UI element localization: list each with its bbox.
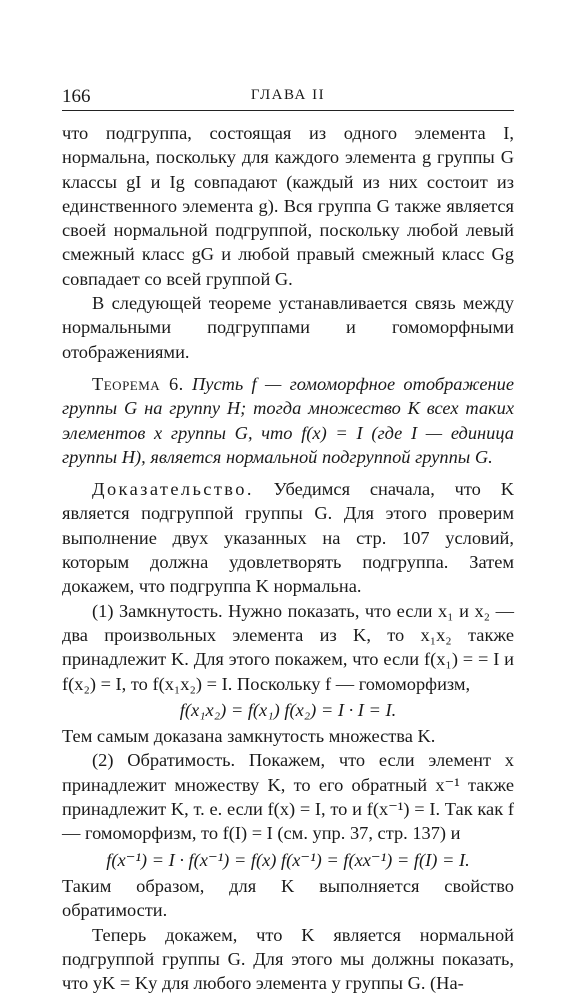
inverse-text: Покажем, что если элемент x принадлежит множеству K, то его обратный x⁻¹ также принадлежит K, т. е. если f(x) = I, то и f(x⁻¹) = I. Так как f — гомоморфизм, то f(I) = I (см. упр. 37, стр. 137) и	[62, 750, 514, 844]
theorem-6	[62, 372, 514, 469]
closure-conclusion: Тем самым доказана замкнутость множества K.	[62, 726, 436, 747]
normality-paragraph: Теперь докажем, что K является нормальной подгруппой группы G. Для этого мы должны показать, что yK = Ky для любого элемента y группы G. (На-	[62, 924, 514, 994]
inverse-conclusion: Таким образом, для K выполняется свойство обратимости.	[62, 875, 514, 921]
paragraph-normal-subgroup-examples: что подгруппа, состоящая из одного элемента I, нормальна, поскольку для каждого элемента g группы G классы gI и Ig совпадают (каждый из них состоит из единственного элемента g). Вся группа G также является своей нормальной подгруппой, поскольку любой левый смежный класс gG и любой правый смежный класс Gg совпадает со всей группой G.	[62, 123, 514, 289]
formula-closure: f(x₁x₂) = f(x₁) f(x₂) = I · I = I.	[179, 699, 397, 720]
page-body	[62, 121, 514, 995]
inverse-paragraph	[62, 748, 514, 845]
closure-label: (1) Замкнутость.	[92, 600, 223, 621]
proof-paragraph	[62, 477, 514, 598]
inverse-label: (2) Обратимость.	[92, 750, 236, 771]
page-number: 166	[62, 86, 91, 107]
proof-label: Доказательство.	[92, 479, 254, 500]
closure-paragraph	[62, 599, 514, 696]
proof-text: Убедимся сначала, что K является подгруппой группы G. Для этого проверим выполнение двух указанных на стр. 107 условий, которым должна удовлетворять подгруппа. Затем докажем, что подгруппа K нормальна.	[62, 479, 514, 597]
formula-inverse: f(x⁻¹) = I · f(x⁻¹) = f(x) f(x⁻¹) = f(xx⁻¹) = f(I) = I.	[106, 849, 470, 870]
book-page	[62, 84, 514, 995]
closure-text: Нужно показать, что если x₁ и x₂ — два произвольных элемента из K, то x₁x₂ также принадлежит K. Для этого покажем, что если f(x₁) = = I и f(x₂) = I, то f(x₁x₂) = I. Поскольку f — гомоморфизм,	[62, 600, 514, 694]
theorem-statement: Пусть f — гомоморфное отображение группы G на группу H; тогда множество K всех таких элементов x группы G, что f(x) = I (где I — единица группы H), является нормальной подгруппой группы G.	[62, 373, 514, 467]
page-header	[62, 84, 514, 111]
paragraph-intro: В следующей теореме устанавливается связь между нормальными подгруппами и гомоморфными отображениями.	[62, 293, 514, 362]
chapter-title: ГЛАВА II	[250, 87, 326, 103]
theorem-label: Теорема 6.	[92, 373, 184, 394]
